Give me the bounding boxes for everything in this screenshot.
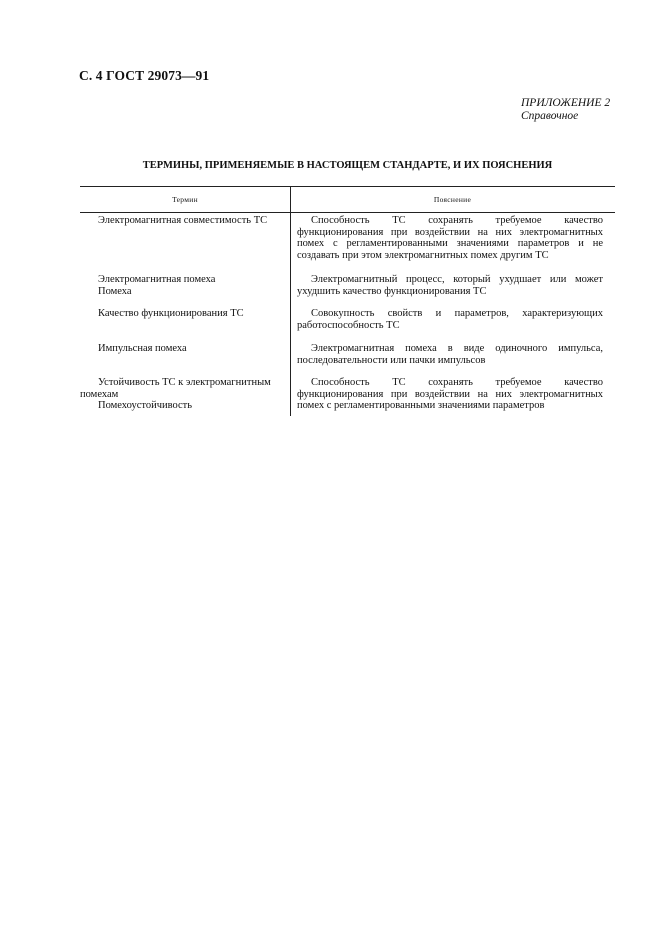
- terms-table: [80, 186, 615, 412]
- term-synonym: Помехоустойчивость: [98, 400, 193, 412]
- term-text: Электромагнитная совместимость ТС: [98, 215, 268, 226]
- column-header-explanation: Пояснение: [433, 195, 472, 204]
- explanation-cell: [297, 274, 603, 297]
- term-text: Электромагнитная помеха: [98, 274, 216, 285]
- table-row: [80, 377, 615, 412]
- explanation-text: Совокупность свойств и параметров, характеризующих работоспособность ТС: [297, 308, 603, 331]
- explanation-text: Способность ТС сохранять требуемое качество функционирования при воздействии на них электромагнитных помех с регламентированными значениями параметров и не создавать при этом электромагнитных помех другим ТС: [297, 215, 603, 261]
- explanation-cell: [297, 377, 603, 412]
- explanation-cell: [297, 343, 603, 366]
- term-cell: [80, 215, 280, 261]
- term-cell: [80, 377, 280, 412]
- term-cell: [80, 343, 280, 366]
- table-row: [80, 343, 615, 366]
- appendix-subtitle: Справочное: [521, 110, 579, 122]
- term-text: Устойчивость ТС к электромагнитным: [98, 377, 271, 388]
- term-synonym: Помеха: [98, 285, 132, 297]
- explanation-cell: [297, 308, 603, 331]
- explanation-text: Электромагнитный процесс, который ухудшает или может ухудшить качество функционирования ТС: [297, 274, 603, 297]
- explanation-text: Электромагнитная помеха в виде одиночного импульса, последовательности или пачки импульсов: [297, 343, 603, 366]
- term-text: Импульсная помеха: [98, 343, 187, 354]
- table-row: [80, 215, 615, 261]
- term-text: Качество функционирования ТС: [98, 308, 244, 319]
- table-row: [80, 308, 615, 331]
- term-cell: [80, 308, 280, 331]
- appendix-label: [521, 97, 610, 123]
- document-title: ТЕРМИНЫ, ПРИМЕНЯЕМЫЕ В НАСТОЯЩЕМ СТАНДАРТЕ, И ИХ ПОЯСНЕНИЯ: [142, 160, 553, 171]
- table-row: [80, 274, 615, 297]
- column-header-term: Термин: [172, 195, 198, 204]
- appendix-title: ПРИЛОЖЕНИЕ 2: [521, 97, 611, 109]
- table-header-row: [80, 187, 615, 213]
- page-header-reference: С. 4 ГОСТ 29073—91: [79, 68, 210, 83]
- explanation-text: Способность ТС сохранять требуемое качество функционирования при воздействии на них электромагнитных помех с регламентированными значениями параметров: [297, 377, 603, 412]
- explanation-cell: [297, 215, 603, 261]
- term-cell: [80, 274, 280, 297]
- term-text-continuation: помехам: [80, 388, 119, 400]
